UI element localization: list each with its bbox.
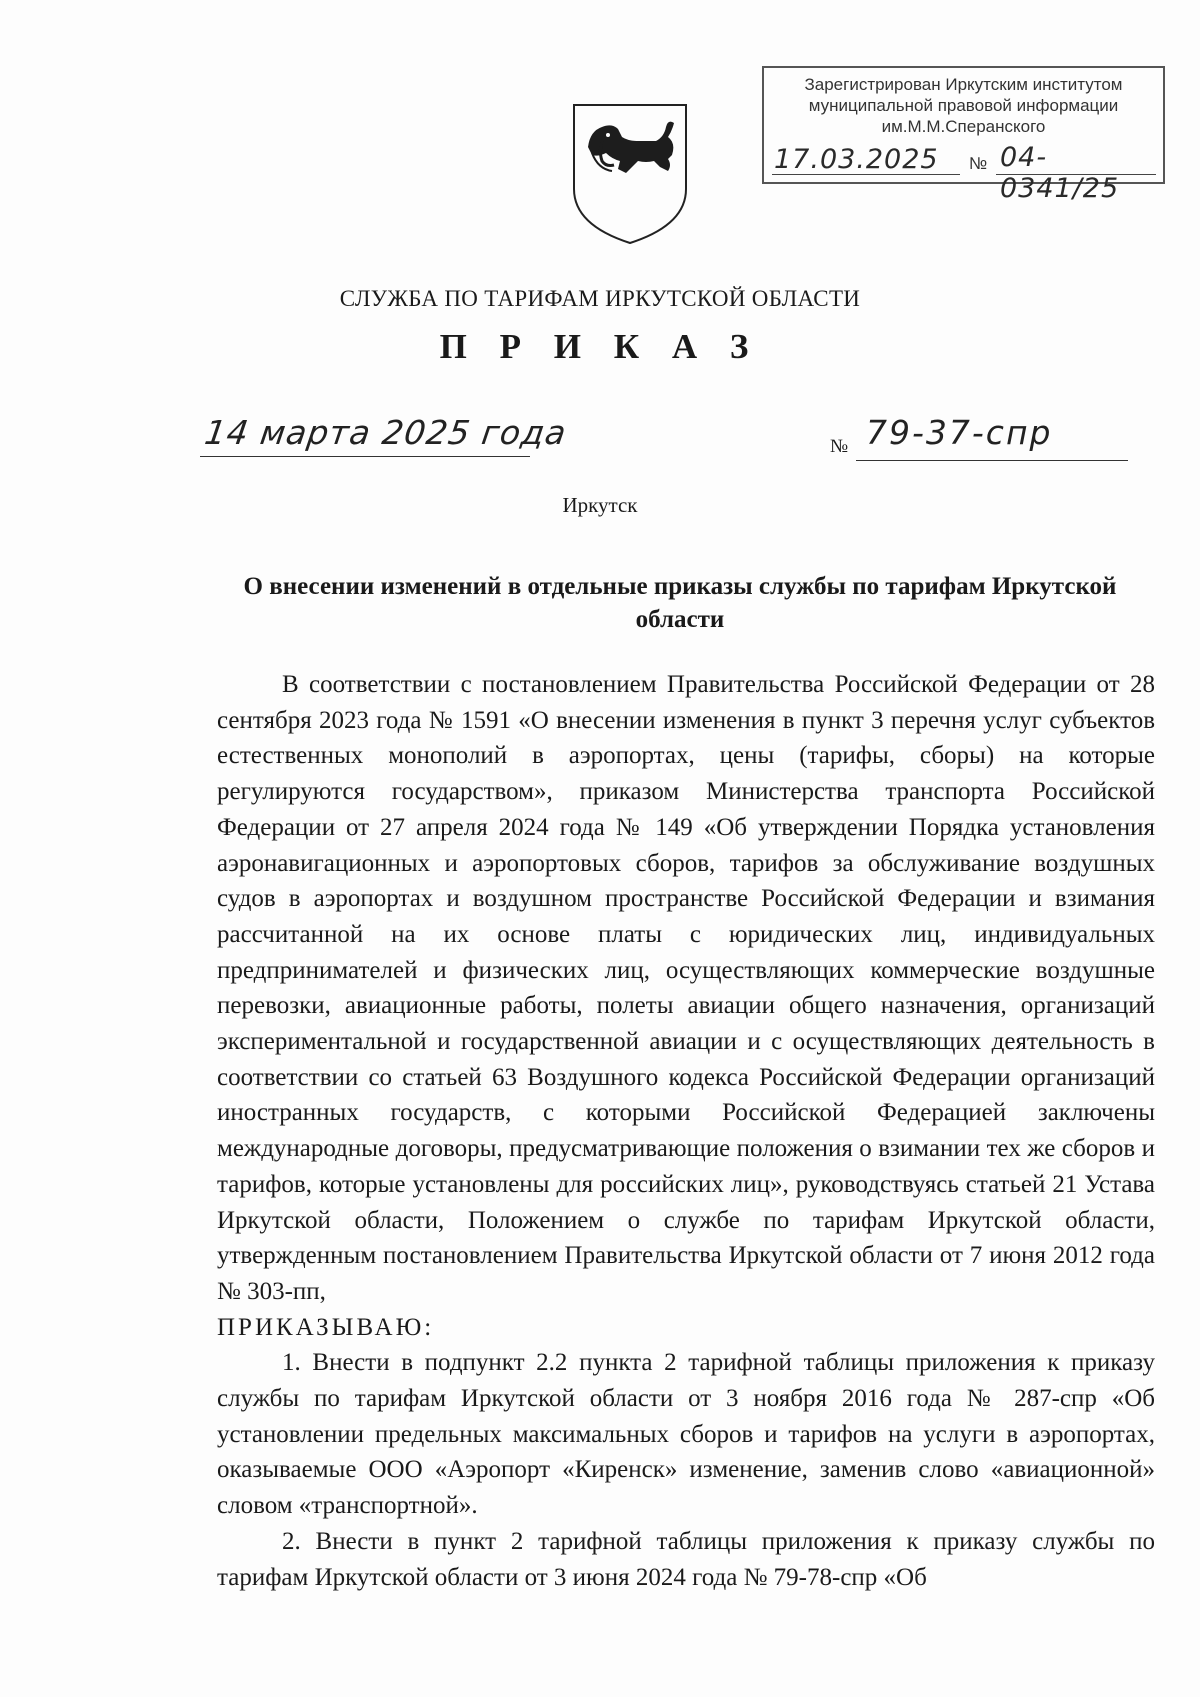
- order-date: 14 марта 2025 года: [202, 413, 570, 452]
- order-number: 79-37-спр: [866, 413, 1053, 452]
- document-body: [217, 667, 1155, 1595]
- stamp-line-3: им.М.М.Сперанского: [881, 117, 1046, 136]
- city-name: Иркутск: [562, 493, 638, 517]
- registration-stamp: [762, 66, 1165, 204]
- order-date-underline: [200, 456, 530, 457]
- order-item-2: 2. Внести в пункт 2 тарифной таблицы приложения к приказу службы по тарифам Иркутской области от 3 июня 2024 года № 79-78-спр «Об: [217, 1527, 1155, 1591]
- stamp-line-1: Зарегистрирован Иркутским институтом: [804, 75, 1123, 94]
- stamp-date-underline: [772, 174, 960, 175]
- order-heading: П Р И К А З: [439, 327, 761, 366]
- stamp-line-2: муниципальной правовой информации: [808, 96, 1119, 115]
- stamp-number-underline: [996, 174, 1156, 175]
- order-number-underline: [856, 460, 1128, 461]
- order-number-mark: №: [830, 436, 849, 457]
- orders-word: ПРИКАЗЫВАЮ:: [217, 1313, 435, 1341]
- stamp-registration-date: 17.03.2025: [774, 144, 939, 175]
- stamp-number-mark: №: [969, 154, 988, 173]
- agency-name: СЛУЖБА ПО ТАРИФАМ ИРКУТСКОЙ ОБЛАСТИ: [339, 286, 861, 311]
- irkutsk-coat-of-arms-icon: [568, 97, 692, 247]
- stamp-registration-number: 04-0341/25: [1000, 142, 1120, 204]
- order-item-1: 1. Внести в подпункт 2.2 пункта 2 тарифной таблицы приложения к приказу службы по тарифам Иркутской области от 3 ноября 2016 года № 287-спр «Об установлении предельных максимальных сборов и тарифов на услуги в аэропортах, оказываемые ООО «Аэропорт «Киренск» изменение, заменив слово «авиационной» словом «транспортной».: [217, 1349, 1155, 1520]
- preamble-paragraph: В соответствии с постановлением Правительства Российской Федерации от 28 сентября 2023 года № 1591 «О внесении изменения в пункт 3 перечня услуг субъектов естественных монополий в аэропортах, цены (тарифы, сборы) на которые регулируются государством», приказом Министерства транспорта Российской Федерации от 27 апреля 2024 года № 149 «Об утверждении Порядка установления аэронавигационных и аэропортовых сборов, тарифов за обслуживание воздушных судов в аэропортах и воздушном пространстве Российской Федерации и взимания рассчитанной на их основе платы с юридических лиц, индивидуальных предпринимателей и физических лиц, осуществляющих коммерческие воздушные перевозки, авиационные работы, полеты авиации общего назначения, организаций экспериментальной и государственной авиации и с осуществляющих деятельность в соответствии со статьей 63 Воздушного кодекса Российской Федерации организаций иностранных государств, с которыми Российской Федерацией заключены международные договоры, предусматривающие положения о взимании тех же сборов и тарифов, которые установлены для российских лиц», руководствуясь статьей 21 Устава Иркутской области, Положением о службе по тарифам Иркутской области, утвержденным постановлением Правительства Иркутской области от 7 июня 2012 года № 303-пп,: [217, 671, 1155, 1305]
- document-title: О внесении изменений в отдельные приказы службы по тарифам Иркутской области: [243, 573, 1117, 633]
